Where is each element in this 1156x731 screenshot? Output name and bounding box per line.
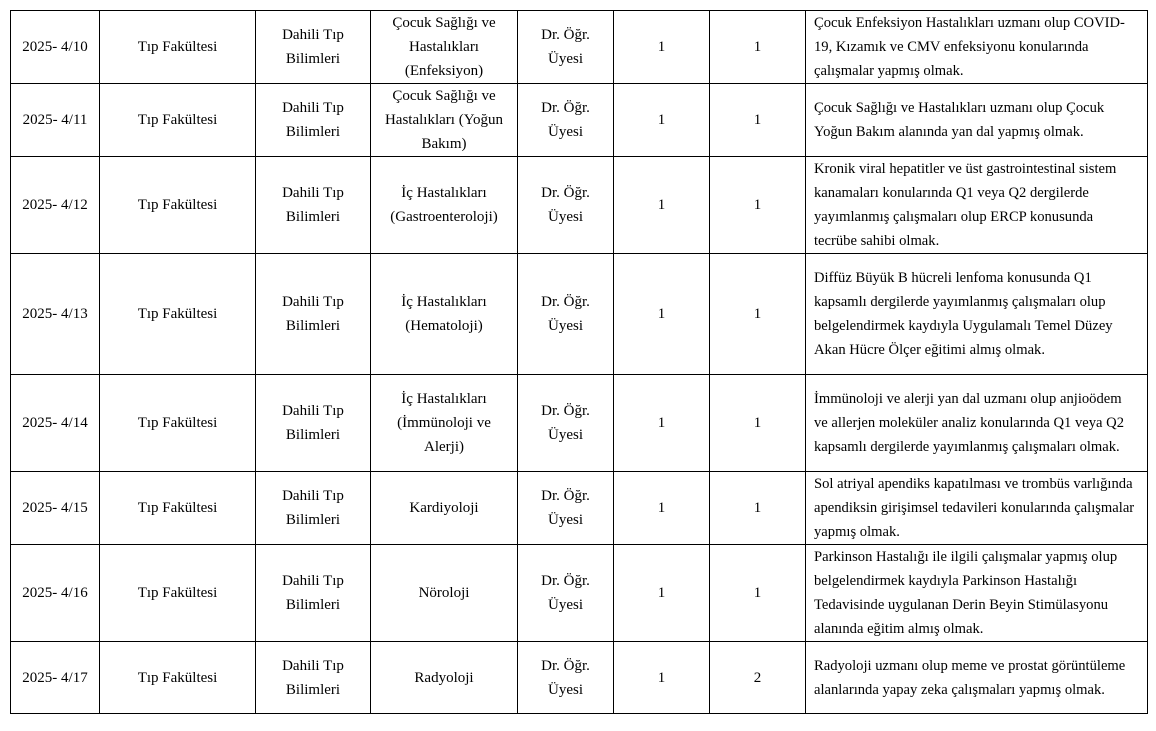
- count-b-cell: 1: [710, 545, 806, 642]
- table-row: [11, 375, 1148, 472]
- count-b-cell: 1: [710, 375, 806, 472]
- position-code-cell: 2025- 4/13: [11, 254, 100, 375]
- department-cell: İç Hastalıkları (Gastroenteroloji): [371, 157, 518, 254]
- faculty-cell: Tıp Fakültesi: [100, 157, 256, 254]
- position-code-cell: 2025- 4/15: [11, 472, 100, 545]
- academic-title-cell: Dr. Öğr. Üyesi: [518, 472, 614, 545]
- academic-title-cell: Dr. Öğr. Üyesi: [518, 11, 614, 84]
- academic-title-cell: Dr. Öğr. Üyesi: [518, 157, 614, 254]
- faculty-cell: Tıp Fakültesi: [100, 84, 256, 157]
- count-a-cell: 1: [614, 11, 710, 84]
- faculty-cell: Tıp Fakültesi: [100, 11, 256, 84]
- academic-title-cell: Dr. Öğr. Üyesi: [518, 375, 614, 472]
- count-a-cell: 1: [614, 642, 710, 714]
- count-a-cell: 1: [614, 84, 710, 157]
- requirement-cell: Çocuk Sağlığı ve Hastalıkları uzmanı olup Çocuk Yoğun Bakım alanında yan dal yapmış olmak.: [806, 84, 1148, 157]
- academic-title-cell: Dr. Öğr. Üyesi: [518, 84, 614, 157]
- count-b-cell: 1: [710, 254, 806, 375]
- count-b-cell: 1: [710, 472, 806, 545]
- table-row: [11, 157, 1148, 254]
- requirement-cell: Diffüz Büyük B hücreli lenfoma konusunda Q1 kapsamlı dergilerde yayımlanmış çalışmaları olup belgelendirmek kaydıyla Uygulamalı Temel Düzey Akan Hücre Ölçer eğitimi almış olmak.: [806, 254, 1148, 375]
- division-cell: Dahili Tıp Bilimleri: [256, 472, 371, 545]
- division-cell: Dahili Tıp Bilimleri: [256, 11, 371, 84]
- department-cell: İç Hastalıkları (Hematoloji): [371, 254, 518, 375]
- division-cell: Dahili Tıp Bilimleri: [256, 545, 371, 642]
- position-code-cell: 2025- 4/11: [11, 84, 100, 157]
- division-cell: Dahili Tıp Bilimleri: [256, 375, 371, 472]
- department-cell: Çocuk Sağlığı ve Hastalıkları (Enfeksiyon): [371, 11, 518, 84]
- requirement-cell: Çocuk Enfeksiyon Hastalıkları uzmanı olup COVID-19, Kızamık ve CMV enfeksiyonu konularında çalışmalar yapmış olmak.: [806, 11, 1148, 84]
- count-a-cell: 1: [614, 157, 710, 254]
- department-cell: İç Hastalıkları (İmmünoloji ve Alerji): [371, 375, 518, 472]
- department-cell: Kardiyoloji: [371, 472, 518, 545]
- table-row: [11, 11, 1148, 84]
- department-cell: Nöroloji: [371, 545, 518, 642]
- academic-title-cell: Dr. Öğr. Üyesi: [518, 642, 614, 714]
- count-b-cell: 1: [710, 84, 806, 157]
- table-row: [11, 642, 1148, 714]
- count-b-cell: 1: [710, 11, 806, 84]
- faculty-cell: Tıp Fakültesi: [100, 375, 256, 472]
- position-code-cell: 2025- 4/12: [11, 157, 100, 254]
- faculty-cell: Tıp Fakültesi: [100, 642, 256, 714]
- division-cell: Dahili Tıp Bilimleri: [256, 84, 371, 157]
- count-a-cell: 1: [614, 254, 710, 375]
- position-code-cell: 2025- 4/16: [11, 545, 100, 642]
- department-cell: Radyoloji: [371, 642, 518, 714]
- position-code-cell: 2025- 4/14: [11, 375, 100, 472]
- requirement-cell: İmmünoloji ve alerji yan dal uzmanı olup anjioödem ve allerjen moleküler analiz konularında Q1 veya Q2 kapsamlı dergilerde yayımlanmış çalışmaları olmak.: [806, 375, 1148, 472]
- requirement-cell: Parkinson Hastalığı ile ilgili çalışmalar yapmış olup belgelendirmek kaydıyla Parkinson Hastalığı Tedavisinde uygulanan Derin Beyin Stimülasyonu alanında eğitim almış olmak.: [806, 545, 1148, 642]
- requirement-cell: Radyoloji uzmanı olup meme ve prostat görüntüleme alanlarında yapay zeka çalışmaları yapmış olmak.: [806, 642, 1148, 714]
- department-cell: Çocuk Sağlığı ve Hastalıkları (Yoğun Bakım): [371, 84, 518, 157]
- faculty-cell: Tıp Fakültesi: [100, 545, 256, 642]
- count-a-cell: 1: [614, 545, 710, 642]
- division-cell: Dahili Tıp Bilimleri: [256, 254, 371, 375]
- count-a-cell: 1: [614, 375, 710, 472]
- position-code-cell: 2025- 4/17: [11, 642, 100, 714]
- count-a-cell: 1: [614, 472, 710, 545]
- count-b-cell: 1: [710, 157, 806, 254]
- table-row: [11, 254, 1148, 375]
- academic-title-cell: Dr. Öğr. Üyesi: [518, 545, 614, 642]
- division-cell: Dahili Tıp Bilimleri: [256, 157, 371, 254]
- faculty-cell: Tıp Fakültesi: [100, 472, 256, 545]
- count-b-cell: 2: [710, 642, 806, 714]
- position-listing-table: [10, 10, 1148, 714]
- position-code-cell: 2025- 4/10: [11, 11, 100, 84]
- requirement-cell: Sol atriyal apendiks kapatılması ve trombüs varlığında apendiksin girişimsel tedavileri konularında çalışmalar yapmış olmak.: [806, 472, 1148, 545]
- faculty-cell: Tıp Fakültesi: [100, 254, 256, 375]
- table-row: [11, 545, 1148, 642]
- division-cell: Dahili Tıp Bilimleri: [256, 642, 371, 714]
- table-row: [11, 472, 1148, 545]
- academic-title-cell: Dr. Öğr. Üyesi: [518, 254, 614, 375]
- table-row: [11, 84, 1148, 157]
- requirement-cell: Kronik viral hepatitler ve üst gastrointestinal sistem kanamaları konularında Q1 veya Q2 dergilerde yayımlanmış çalışmaları olup ERCP konusunda tecrübe sahibi olmak.: [806, 157, 1148, 254]
